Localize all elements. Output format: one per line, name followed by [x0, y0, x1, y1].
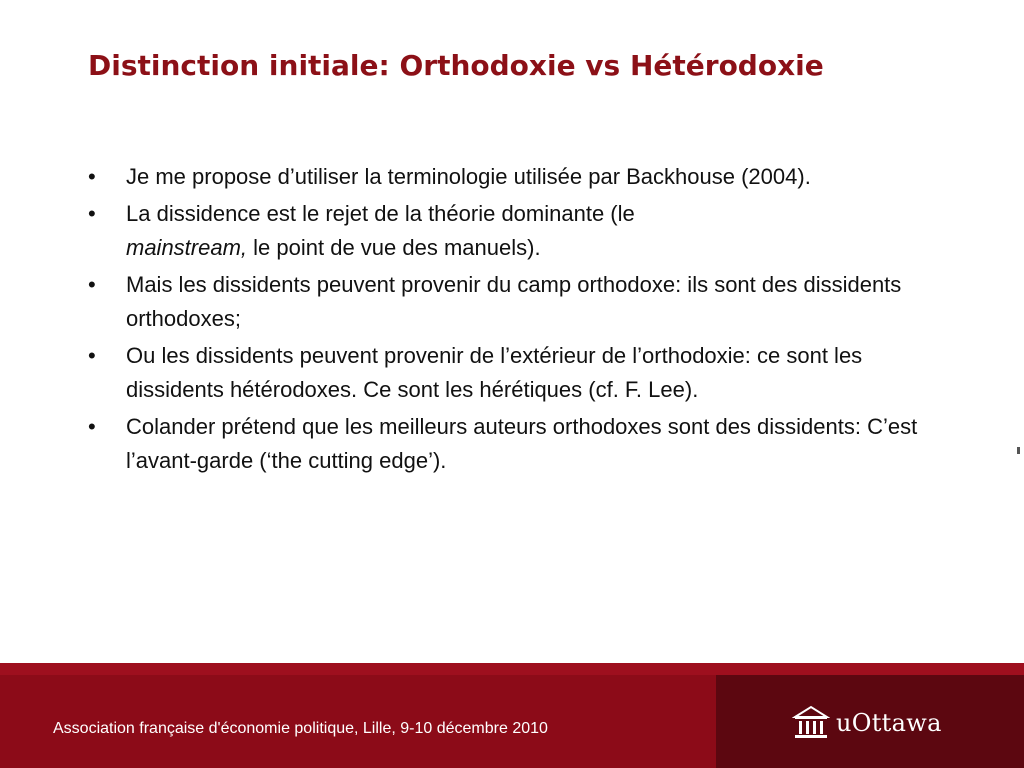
logo-text: uOttawa — [836, 709, 942, 737]
bullet-marker: • — [88, 164, 96, 189]
bullet-list — [88, 160, 948, 481]
bullet-marker: • — [88, 343, 96, 368]
bullet-text: Ou les dissidents peuvent provenir de l’extérieur de l’orthodoxie: ce sont les dissidents hétérodoxes. Ce sont les hérétiques (cf. F. Lee). — [126, 343, 863, 402]
bullet-marker: • — [88, 272, 96, 297]
bullet-marker: • — [88, 414, 96, 439]
bullet-item — [88, 160, 948, 194]
bullet-text: Je me propose d’utiliser la terminologie utilisée par Backhouse (2004). — [126, 164, 811, 189]
decorative-mark — [1017, 447, 1020, 454]
bullet-text: Mais les dissidents peuvent provenir du camp orthodoxe: ils sont des dissidents orthodoxes; — [126, 272, 902, 331]
university-building-icon — [792, 704, 830, 742]
bullet-text-after: le point de vue des manuels). — [247, 235, 541, 260]
slide-title: Distinction initiale: Orthodoxie vs Hétérodoxie — [88, 49, 824, 82]
bullet-marker: • — [88, 201, 96, 226]
footer-left-panel — [0, 675, 716, 768]
uottawa-logo — [792, 703, 942, 743]
bullet-item — [88, 339, 948, 407]
bullet-item — [88, 268, 948, 336]
bullet-text — [126, 201, 635, 260]
bullet-item — [88, 410, 948, 478]
bullet-text: Colander prétend que les meilleurs auteurs orthodoxes sont des dissidents: C’est l’avant-garde (‘the cutting edge’). — [126, 414, 918, 473]
bullet-item — [88, 197, 948, 265]
footer-band — [0, 663, 1024, 768]
bullet-emphasis: mainstream, — [126, 235, 248, 260]
bullet-text-before: La dissidence est le rejet de la théorie dominante (le — [126, 201, 635, 226]
footer-caption: Association française d'économie politique, Lille, 9-10 décembre 2010 — [53, 720, 548, 737]
